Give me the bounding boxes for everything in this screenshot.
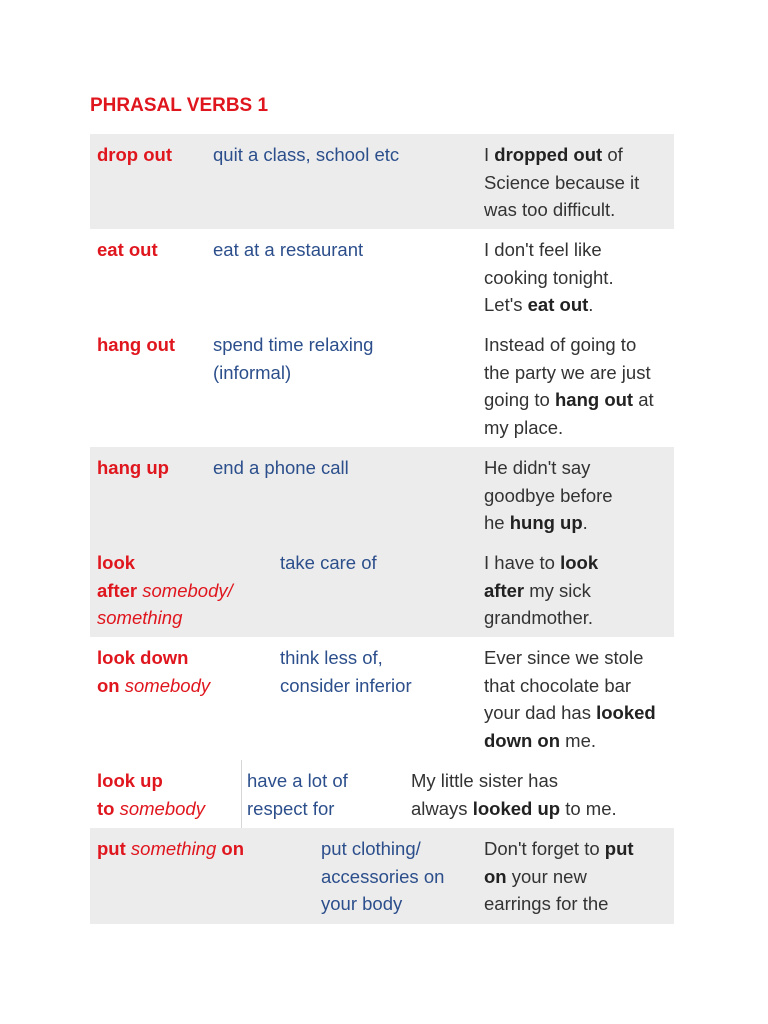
phrasal-verb: eat out [97,239,158,260]
example-sentence: My little sister has always looked up to me. [411,770,617,819]
example-sentence: I have to look after my sick grandmother. [484,552,599,628]
page-title: PHRASAL VERBS 1 [90,95,269,116]
phrasal-verb: drop out [97,144,173,165]
phrasal-verb: look after somebody/ something [97,552,233,628]
example-sentence: Ever since we stole that chocolate bar your dad has looked down on me. [484,647,656,751]
definition: end a phone call [213,457,349,478]
column-divider [241,760,242,828]
example-sentence: Don't forget to put on your new earrings for the [484,838,634,914]
table-row [90,134,674,229]
phrasal-verb: put something on [97,838,245,859]
table-row [90,828,674,924]
definition: spend time relaxing (informal) [213,334,374,383]
table-row [90,229,674,324]
phrasal-verb: hang up [97,457,169,478]
definition: have a lot of respect for [247,770,348,819]
example-sentence: Instead of going to the party we are just going to hang out at my place. [484,334,654,438]
phrasal-verb: look up to somebody [97,770,205,819]
table-row [90,447,674,542]
example-sentence: He didn't say goodbye before he hung up. [484,457,613,533]
example-sentence: I dropped out of Science because it was too difficult. [484,144,640,220]
phrasal-verb: hang out [97,334,176,355]
definition: take care of [280,552,377,573]
definition: quit a class, school etc [213,144,400,165]
definition: put clothing/ accessories on your body [321,838,445,914]
definition: eat at a restaurant [213,239,364,260]
table-row [90,324,674,447]
table-row [90,542,674,637]
table-row [90,637,674,760]
table-row [90,760,674,828]
example-sentence: I don't feel like cooking tonight. Let's eat out. [484,239,614,315]
definition: think less of, consider inferior [280,647,412,696]
phrasal-verb: look down on somebody [97,647,211,696]
